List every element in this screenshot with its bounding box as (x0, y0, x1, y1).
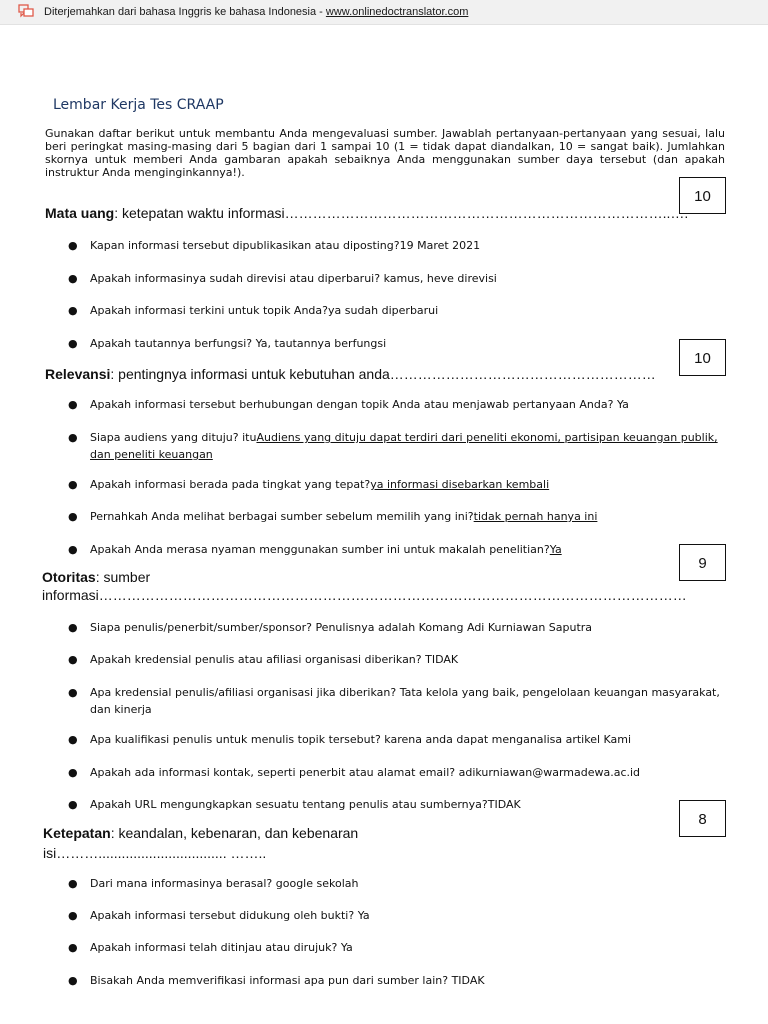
bullet-icon: ● (68, 877, 78, 890)
intro-paragraph: Gunakan daftar berikut untuk membantu Anda mengevaluasi sumber. Jawablah pertanyaan-pertanyaan yang sesuai, lalu beri peringkat masing-masing dari 5 bagian dari 1 sampai 10 (1 = tidak dapat diandalkan, 10 = sangat baik). Jumlahkan skornya untuk memberi Anda gambaran apakah sebaiknya Anda menggunakan sumber daya tersebut (dan apakah instruktur Anda menginginkannya!). (45, 127, 725, 179)
section-term: Otoritas (42, 569, 96, 585)
translator-link[interactable]: www.onlinedoctranslator.com (325, 6, 469, 18)
item-text: Dari mana informasinya berasal? google sekolah (90, 877, 359, 890)
list-item (68, 476, 728, 493)
list-item (68, 619, 728, 636)
item-text: Apakah informasi tersebut didukung oleh bukti? Ya (90, 909, 370, 922)
translator-logo-icon (18, 4, 34, 18)
item-text: Pernahkah Anda melihat berbagai sumber sebelum memilih yang ini? (90, 510, 474, 523)
item-text: Apakah URL mengungkapkan sesuatu tentang penulis atau sumbernya?TIDAK (90, 798, 521, 811)
list-item (68, 875, 728, 892)
item-text: Apakah informasi telah ditinjau atau dirujuk? Ya (90, 941, 353, 954)
item-answer: Ya (549, 543, 562, 556)
section-desc: : keandalan, kebenaran, dan kebenaran (110, 825, 359, 841)
bullet-icon: ● (68, 766, 78, 779)
section-term: Relevansi (45, 366, 111, 382)
bullet-icon: ● (68, 653, 78, 666)
score-box-authority: 9 (679, 544, 726, 581)
bullet-icon: ● (68, 941, 78, 954)
section-heading-authority (42, 569, 150, 585)
section-desc: : sumber (95, 569, 151, 585)
list-item (68, 731, 728, 748)
bullet-icon: ● (68, 543, 78, 556)
score-box-currency: 10 (679, 177, 726, 214)
bullet-icon: ● (68, 510, 78, 523)
item-text: Siapa penulis/penerbit/sumber/sponsor? Penulisnya adalah Komang Adi Kurniawan Saputra (90, 621, 593, 634)
item-text: Apakah Anda merasa nyaman menggunakan sumber ini untuk makalah penelitian? (90, 543, 550, 556)
list-item (68, 684, 728, 718)
item-text: Apakah informasi tersebut berhubungan dengan topik Anda atau menjawab pertanyaan Anda? Ya (90, 398, 629, 411)
bullet-icon: ● (68, 733, 78, 746)
section-heading-relevance (45, 366, 656, 382)
list-item (68, 429, 728, 463)
item-text: Apakah tautannya berfungsi? Ya, tautannya berfungsi (90, 337, 387, 350)
bullet-icon: ● (68, 478, 78, 491)
section-heading-authority-cont: informasi……………………………………………………………………………………………………………… (42, 587, 687, 603)
item-text: Siapa audiens yang dituju? itu (90, 431, 257, 444)
score-box-relevance: 10 (679, 339, 726, 376)
list-item (68, 796, 728, 813)
list-item (68, 270, 728, 287)
list-item (68, 907, 728, 924)
list-item (68, 764, 728, 781)
section-term: Mata uang (45, 205, 115, 221)
item-answer: ya informasi disebarkan kembali (370, 478, 550, 491)
item-text: Apakah informasinya sudah direvisi atau diperbarui? kamus, heve direvisi (90, 272, 497, 285)
banner-notice: Diterjemahkan dari bahasa Inggris ke bahasa Indonesia - (44, 6, 326, 18)
section-heading-currency (45, 205, 688, 221)
list-item (68, 396, 728, 413)
bullet-icon: ● (68, 974, 78, 987)
bullet-icon: ● (68, 239, 78, 252)
banner-text (44, 6, 468, 18)
section-heading-accuracy-cont: isi………................................. …….. (43, 845, 267, 861)
list-item (68, 541, 728, 558)
bullet-icon: ● (68, 272, 78, 285)
bullet-icon: ● (68, 798, 78, 811)
score-box-accuracy: 8 (679, 800, 726, 837)
bullet-icon: ● (68, 909, 78, 922)
bullet-icon: ● (68, 337, 78, 350)
bullet-icon: ● (68, 686, 78, 699)
list-item (68, 939, 728, 956)
list-item (68, 651, 728, 668)
list-item (68, 335, 728, 352)
item-text: Apa kualifikasi penulis untuk menulis topik tersebut? karena anda dapat menganalisa artikel Kami (90, 733, 632, 746)
bullet-icon: ● (68, 398, 78, 411)
item-answer: Audiens yang dituju dapat terdiri dari peneliti ekonomi, partisipan keuangan publik, dan peneliti keuangan (90, 431, 718, 461)
item-text: Apakah informasi terkini untuk topik Anda?ya sudah diperbarui (90, 304, 439, 317)
bullet-icon: ● (68, 621, 78, 634)
item-text: Apakah informasi berada pada tingkat yang tepat? (90, 478, 371, 491)
translation-banner (0, 0, 768, 25)
item-answer: tidak pernah hanya ini (473, 510, 598, 523)
item-text: Apakah kredensial penulis atau afiliasi organisasi diberikan? TIDAK (90, 653, 459, 666)
bullet-icon: ● (68, 431, 78, 444)
list-item (68, 237, 728, 254)
item-text: Apa kredensial penulis/afiliasi organisasi jika diberikan? Tata kelola yang baik, pengelolaan keuangan masyarakat, dan kinerja (90, 686, 720, 716)
page-title: Lembar Kerja Tes CRAAP (53, 97, 224, 113)
section-term: Ketepatan (43, 825, 111, 841)
section-desc: : ketepatan waktu informasi………………………………………………………………………..…. (114, 205, 689, 221)
section-heading-accuracy (43, 825, 358, 841)
section-desc: : pentingnya informasi untuk kebutuhan anda………………………………………………… (110, 366, 656, 382)
item-text: Kapan informasi tersebut dipublikasikan atau diposting?19 Maret 2021 (90, 239, 481, 252)
item-text: Bisakah Anda memverifikasi informasi apa pun dari sumber lain? TIDAK (90, 974, 485, 987)
list-item (68, 302, 728, 319)
bullet-icon: ● (68, 304, 78, 317)
item-text: Apakah ada informasi kontak, seperti penerbit atau alamat email? adikurniawan@warmadewa.ac.id (90, 766, 641, 779)
list-item (68, 972, 728, 989)
list-item (68, 508, 728, 525)
